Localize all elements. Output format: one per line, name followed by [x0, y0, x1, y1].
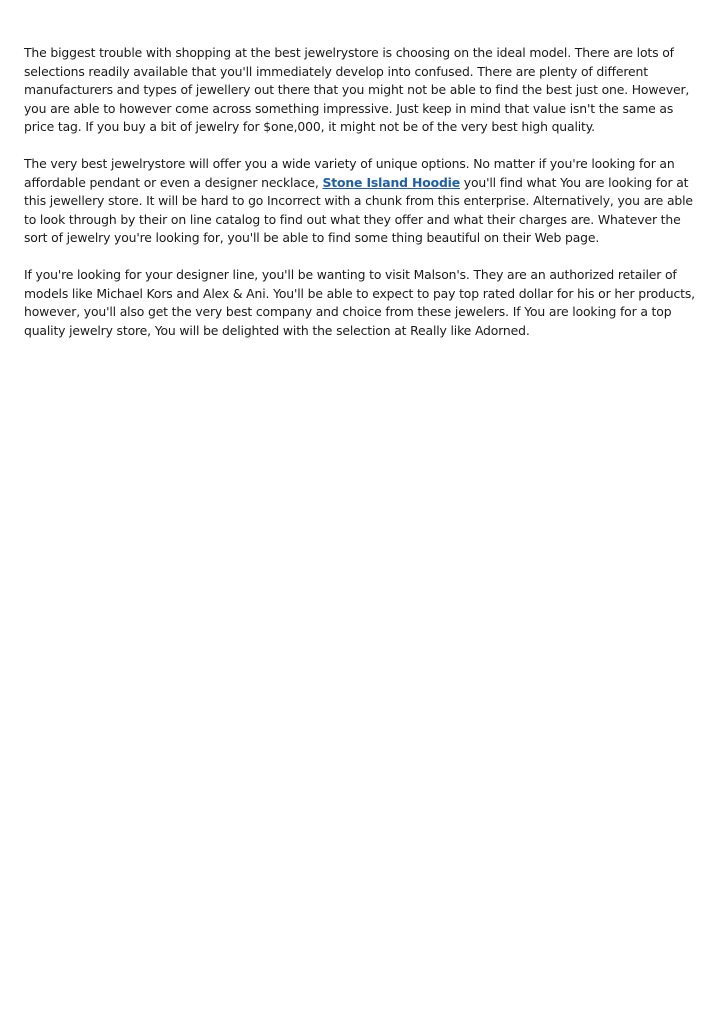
paragraph-2-text-after-link: you'll find what You are looking for at this jewellery store. It will be hard to go Incorrect with a chunk from this enterprise. Alternatively, you are able to look through by their on line catalog to find out what they offer and what their charges are. Whatever the sort of jewelry you're looking for, you'll be able to find some thing beautiful on their Web page.: [24, 174, 693, 245]
paragraph-3: If you're looking for your designer line, you'll be wanting to visit Malson's. They are an authorized retailer of models like Michael Kors and Alex & Ani. You'll be able to expect to pay top rated dollar for his or her products, however, you'll also get the very best company and choice from these jewelers. If You are looking for a top quality jewelry store, You will be delighted with the selection at Really like Adorned.: [24, 267, 695, 338]
stone-island-hoodie-link[interactable]: Stone Island Hoodie: [322, 174, 461, 190]
document-body: [24, 44, 696, 359]
paragraph-2-text-before-link: The very best jewelrystore will offer you a wide variety of unique options. No matter if you're looking for an affordable pendant or even a designer necklace,: [24, 156, 675, 190]
paragraph-1: The biggest trouble with shopping at the best jewelrystore is choosing on the ideal model. There are lots of selections readily available that you'll immediately develop into confused. There are plenty of different manufacturers and types of jewellery out there that you might not be able to find the best just one. However, you are able to however come across something impressive. Just keep in mind that value isn't the same as price tag. If you buy a bit of jewelry for $one,000, it might not be of the very best high quality.: [24, 45, 690, 134]
paragraph-2: [24, 155, 696, 248]
